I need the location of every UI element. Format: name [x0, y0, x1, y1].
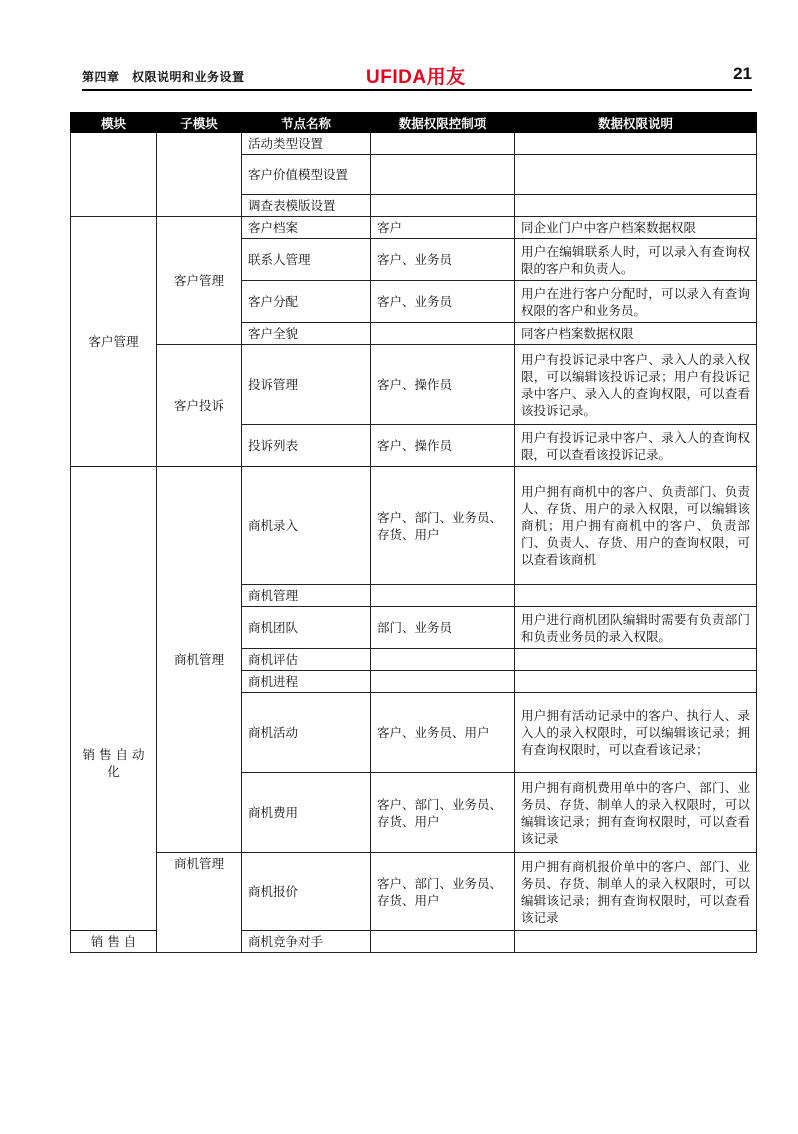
node-cell: 调查表模版设置 — [242, 195, 371, 217]
node-cell: 商机费用 — [242, 773, 371, 853]
submodule-cell: 客户管理 — [157, 217, 242, 345]
ufida-logo — [366, 62, 466, 89]
desc-cell — [515, 931, 757, 953]
logo-latin: UFIDA — [366, 67, 427, 88]
table-row — [71, 133, 757, 155]
desc-cell — [515, 195, 757, 217]
page-number: 21 — [733, 64, 752, 83]
control-cell: 客户 — [371, 217, 515, 239]
desc-cell: 同企业门户中客户档案数据权限 — [515, 217, 757, 239]
node-cell: 商机录入 — [242, 467, 371, 585]
desc-cell: 用户拥有商机费用单中的客户、部门、业务员、存货、制单人的录入权限时，可以编辑该记录；拥有查询权限时，可以查看该记录 — [515, 773, 757, 853]
module-cell: 客户管理 — [71, 217, 157, 467]
control-cell: 客户、部门、业务员、存货、用户 — [371, 467, 515, 585]
submodule-cell: 商机管理 — [157, 467, 242, 853]
node-cell: 商机竞争对手 — [242, 931, 371, 953]
node-cell: 客户价值模型设置 — [242, 155, 371, 195]
table-row — [71, 467, 757, 585]
module-cell: 销 售 自 — [71, 931, 157, 953]
node-cell: 商机活动 — [242, 693, 371, 773]
logo-cn: 用友 — [426, 66, 466, 88]
control-cell — [371, 649, 515, 671]
node-cell: 投诉管理 — [242, 345, 371, 425]
page-header — [82, 62, 752, 88]
permission-table — [70, 112, 757, 953]
col-header-desc: 数据权限说明 — [515, 113, 757, 133]
node-cell: 商机团队 — [242, 607, 371, 649]
node-cell: 客户档案 — [242, 217, 371, 239]
node-cell: 商机管理 — [242, 585, 371, 607]
desc-cell: 用户拥有商机中的客户、负责部门、负责人、存货、用户的录入权限，可以编辑该商机；用户拥有商机中的客户、负责部门、负责人、存货、用户的查询权限，可以查看该商机 — [515, 467, 757, 585]
desc-cell — [515, 133, 757, 155]
desc-cell: 用户在进行客户分配时，可以录入有查询权限的客户和业务员。 — [515, 281, 757, 323]
control-cell — [371, 155, 515, 195]
chapter-title: 第四章 权限说明和业务设置 — [82, 70, 245, 84]
desc-cell: 用户拥有活动记录中的客户、执行人、录入人的录入权限时，可以编辑该记录；拥有查询权限时，可以查看该记录； — [515, 693, 757, 773]
desc-cell: 用户进行商机团队编辑时需要有负责部门和负责业务员的录入权限。 — [515, 607, 757, 649]
node-cell: 联系人管理 — [242, 239, 371, 281]
module-cell — [71, 133, 157, 217]
node-cell: 投诉列表 — [242, 425, 371, 467]
node-cell: 商机评估 — [242, 649, 371, 671]
table-row — [71, 217, 757, 239]
desc-cell: 用户有投诉记录中客户、录入人的查询权限，可以查看该投诉记录。 — [515, 425, 757, 467]
desc-cell — [515, 649, 757, 671]
control-cell — [371, 671, 515, 693]
control-cell: 客户、部门、业务员、存货、用户 — [371, 853, 515, 931]
node-cell: 商机报价 — [242, 853, 371, 931]
table-header-row — [71, 113, 757, 133]
col-header-submodule: 子模块 — [157, 113, 242, 133]
control-cell: 部门、业务员 — [371, 607, 515, 649]
table-row — [71, 345, 757, 425]
control-cell: 客户、部门、业务员、存货、用户 — [371, 773, 515, 853]
control-cell — [371, 195, 515, 217]
node-cell: 客户全貌 — [242, 323, 371, 345]
table-row — [71, 853, 757, 931]
col-header-control: 数据权限控制项 — [371, 113, 515, 133]
submodule-cell — [157, 133, 242, 217]
header-rule — [82, 89, 752, 91]
desc-cell — [515, 585, 757, 607]
control-cell — [371, 585, 515, 607]
desc-cell: 同客户档案数据权限 — [515, 323, 757, 345]
module-cell: 销 售 自 动化 — [71, 467, 157, 931]
control-cell — [371, 323, 515, 345]
desc-cell: 用户有投诉记录中客户、录入人的录入权限，可以编辑该投诉记录；用户有投诉记录中客户、录入人的查询权限，可以查看该投诉记录。 — [515, 345, 757, 425]
control-cell — [371, 133, 515, 155]
submodule-cell: 商机管理 — [157, 853, 242, 953]
node-cell: 客户分配 — [242, 281, 371, 323]
control-cell — [371, 931, 515, 953]
desc-cell — [515, 671, 757, 693]
control-cell: 客户、业务员、用户 — [371, 693, 515, 773]
desc-cell: 用户拥有商机报价单中的客户、部门、业务员、存货、制单人的录入权限时，可以编辑该记录；拥有查询权限时，可以查看该记录 — [515, 853, 757, 931]
node-cell: 商机进程 — [242, 671, 371, 693]
control-cell: 客户、操作员 — [371, 425, 515, 467]
node-cell: 活动类型设置 — [242, 133, 371, 155]
control-cell: 客户、操作员 — [371, 345, 515, 425]
submodule-cell: 客户投诉 — [157, 345, 242, 467]
desc-cell: 用户在编辑联系人时，可以录入有查询权限的客户和负责人。 — [515, 239, 757, 281]
desc-cell — [515, 155, 757, 195]
col-header-node: 节点名称 — [242, 113, 371, 133]
col-header-module: 模块 — [71, 113, 157, 133]
control-cell: 客户、业务员 — [371, 239, 515, 281]
control-cell: 客户、业务员 — [371, 281, 515, 323]
